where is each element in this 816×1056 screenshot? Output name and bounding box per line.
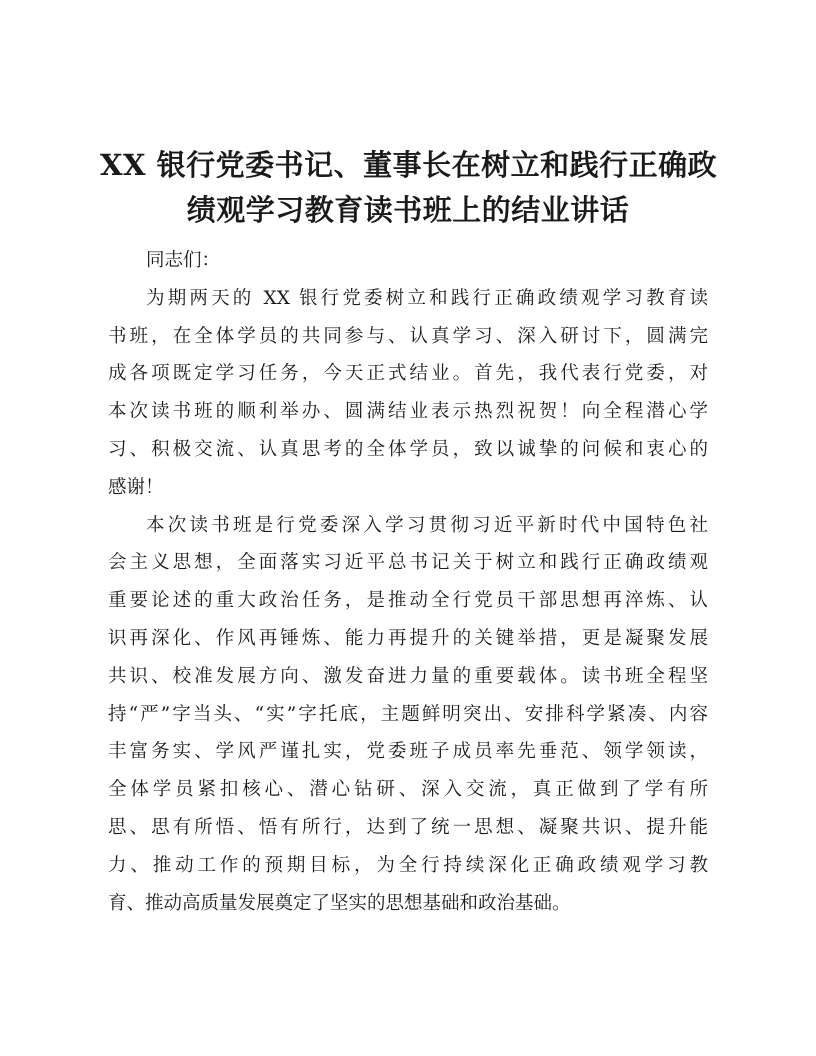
paragraph-line: 为期两天的 XX 银行党委树立和践行正确政绩观学习教育读 bbox=[146, 287, 708, 309]
title-line-1: XX 银行党委书记、董事长在树立和践行正确政 bbox=[100, 148, 718, 182]
paragraph-line: 会主义思想，全面落实习近平总书记关于树立和践行正确政绩观 bbox=[108, 552, 708, 574]
paragraph-line: 力、推动工作的预期目标，为全行持续深化正确政绩观学习教 bbox=[108, 854, 708, 876]
paragraph-line: 思、思有所悟、悟有所行，达到了统一思想、凝聚共识、提升能 bbox=[108, 816, 708, 838]
paragraph-line: 成各项既定学习任务，今天正式结业。首先，我代表行党委，对 bbox=[108, 363, 708, 385]
paragraph-line: 丰富务实、学风严谨扎实，党委班子成员率先垂范、领学领读， bbox=[108, 741, 708, 763]
paragraph-line: 共识、校准发展方向、激发奋进力量的重要载体。读书班全程坚 bbox=[108, 665, 708, 687]
paragraph-line: 识再深化、作风再锤炼、能力再提升的关键举措，更是凝聚发展 bbox=[108, 627, 708, 649]
document-body bbox=[108, 242, 708, 922]
salutation bbox=[108, 242, 708, 280]
paragraph-line: 本次读书班是行党委深入学习贯彻习近平新时代中国特色社 bbox=[146, 514, 708, 536]
paragraph-1 bbox=[108, 280, 708, 507]
paragraph-line: 持“严”字当头、“实”字托底，主题鲜明突出、安排科学紧凑、内容 bbox=[108, 703, 708, 725]
paragraph-line: 重要论述的重大政治任务，是推动全行党员干部思想再淬炼、认 bbox=[108, 590, 708, 612]
salutation-text: 同志们： bbox=[146, 250, 221, 271]
paragraph-line: 习、积极交流、认真思考的全体学员，致以诚挚的问候和衷心的 bbox=[108, 438, 708, 460]
document-title bbox=[100, 143, 716, 233]
paragraph-2 bbox=[108, 507, 708, 923]
paragraph-line: 本次读书班的顺利举办、圆满结业表示热烈祝贺！向全程潜心学 bbox=[108, 401, 708, 423]
paragraph-line: 育、推动高质量发展奠定了坚实的思想基础和政治基础。 bbox=[108, 892, 571, 914]
paragraph-line: 感谢！ bbox=[108, 476, 164, 498]
paragraph-line: 书班，在全体学员的共同参与、认真学习、深入研讨下，圆满完 bbox=[108, 325, 708, 347]
paragraph-line: 全体学员紧扣核心、潜心钻研、深入交流，真正做到了学有所 bbox=[108, 779, 708, 801]
title-line-2: 绩观学习教育读书班上的结业讲话 bbox=[186, 193, 630, 227]
